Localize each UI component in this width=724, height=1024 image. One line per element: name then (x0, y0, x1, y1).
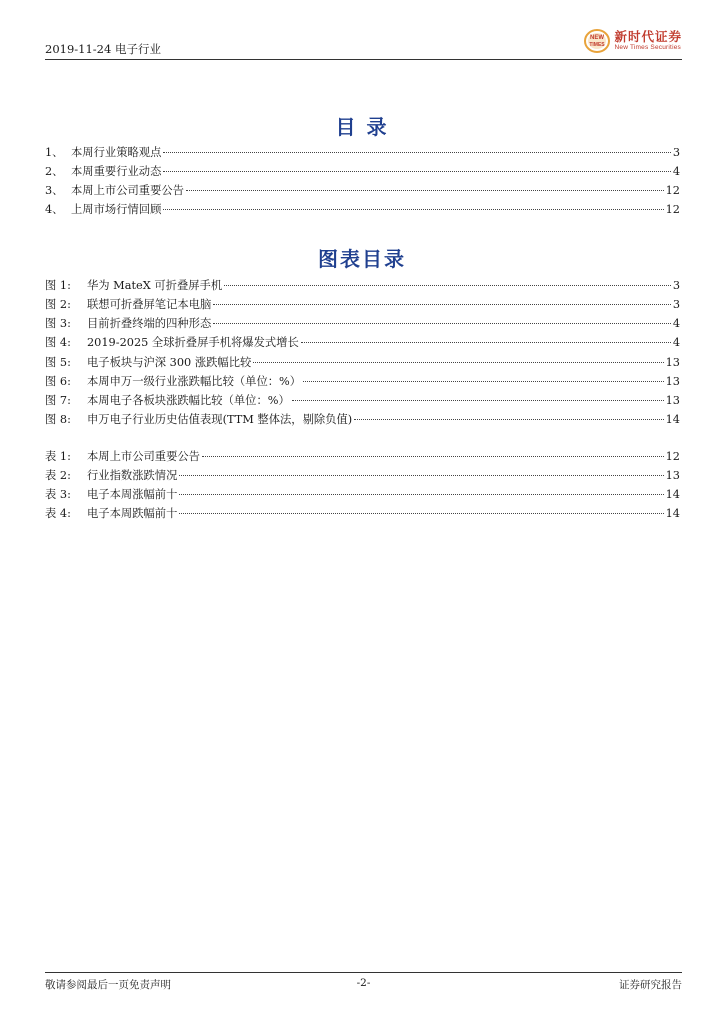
toc-item-page: 12 (665, 203, 680, 216)
figure-title: 联想可折叠屏笔记本电脑 (87, 298, 212, 311)
figure-page: 13 (665, 375, 680, 388)
figure-title: 目前折叠终端的四种形态 (87, 317, 212, 330)
leader-dots (354, 419, 663, 420)
leader-dots (253, 362, 663, 363)
logo-mark-line2: TIMES (589, 42, 606, 48)
toc-item[interactable] (45, 144, 680, 160)
leader-dots (163, 152, 670, 153)
company-logo (583, 28, 682, 54)
toc-item-title: 本周行业策略观点 (71, 146, 162, 159)
figure-number: 图 2: (45, 298, 71, 311)
table-title: 本周上市公司重要公告 (87, 450, 200, 463)
figure-title: 本周电子各板块涨跌幅比较（单位：%） (87, 394, 290, 407)
footer-divider (45, 972, 682, 973)
leader-dots (179, 513, 663, 514)
header-date-sector: 2019-11-24 电子行业 (45, 42, 161, 56)
figures-toc-title: 图表目录 (318, 247, 406, 271)
page-number: -2- (356, 977, 371, 989)
leader-dots (213, 323, 671, 324)
footer-report-type: 证券研究报告 (619, 979, 682, 991)
figure-item[interactable] (45, 334, 680, 350)
figure-item[interactable] (45, 373, 680, 389)
figure-item[interactable] (45, 296, 680, 312)
figure-page: 4 (672, 317, 680, 330)
figure-item[interactable] (45, 354, 680, 370)
toc-item-number: 2、 (45, 165, 64, 178)
leader-dots (179, 475, 663, 476)
leader-dots (303, 381, 664, 382)
table-number: 表 4: (45, 507, 71, 520)
figure-page: 3 (672, 279, 680, 292)
toc-item-number: 1、 (45, 146, 64, 159)
figure-item[interactable] (45, 277, 680, 293)
figure-page: 4 (672, 336, 680, 349)
leader-dots (213, 304, 671, 305)
figure-page: 13 (665, 356, 680, 369)
table-page: 13 (665, 469, 680, 482)
table-page: 14 (665, 507, 680, 520)
figure-page: 3 (672, 298, 680, 311)
table-title: 电子本周跌幅前十 (87, 507, 178, 520)
footer-disclaimer: 敬请参阅最后一页免责声明 (45, 979, 171, 991)
figure-page: 13 (665, 394, 680, 407)
toc-item[interactable] (45, 201, 680, 217)
table-page: 14 (665, 488, 680, 501)
table-item[interactable] (45, 486, 680, 502)
logo-english-name: New Times Securities (614, 44, 681, 51)
figure-title: 申万电子行业历史估值表现(TTM 整体法，剔除负值) (87, 413, 353, 426)
figure-item[interactable] (45, 411, 680, 427)
figure-number: 图 7: (45, 394, 71, 407)
leader-dots (301, 342, 671, 343)
toc-item-title: 本周上市公司重要公告 (71, 184, 184, 197)
header-divider (45, 59, 682, 60)
figure-number: 图 8: (45, 413, 71, 426)
page-footer (45, 972, 682, 995)
figure-item[interactable] (45, 392, 680, 408)
figure-number: 图 6: (45, 375, 71, 388)
toc-item-number: 4、 (45, 203, 64, 216)
table-item[interactable] (45, 467, 680, 483)
figure-number: 图 4: (45, 336, 71, 349)
leader-dots (224, 285, 671, 286)
toc-item[interactable] (45, 163, 680, 179)
logo-chinese-name: 新时代证券 (614, 28, 682, 44)
toc-item[interactable] (45, 182, 680, 198)
figure-title: 电子板块与沪深 300 涨跌幅比较 (87, 356, 252, 369)
toc-item-page: 3 (672, 146, 680, 159)
page-header (45, 28, 682, 60)
table-number: 表 2: (45, 469, 71, 482)
toc-item-number: 3、 (45, 184, 64, 197)
table-number: 表 3: (45, 488, 71, 501)
figure-number: 图 3: (45, 317, 71, 330)
figure-number: 图 1: (45, 279, 71, 292)
table-number: 表 1: (45, 450, 71, 463)
leader-dots (186, 190, 664, 191)
toc-item-title: 本周重要行业动态 (71, 165, 162, 178)
table-page: 12 (665, 450, 680, 463)
leader-dots (202, 456, 664, 457)
toc-item-title: 上周市场行情回顾 (71, 203, 162, 216)
figure-title: 本周申万一级行业涨跌幅比较（单位：%） (87, 375, 302, 388)
leader-dots (163, 209, 663, 210)
figure-title: 华为 MateX 可折叠屏手机 (87, 279, 223, 292)
figure-item[interactable] (45, 315, 680, 331)
leader-dots (292, 400, 664, 401)
toc-item-page: 4 (672, 165, 680, 178)
leader-dots (179, 494, 663, 495)
logo-mark-line1: NEW (590, 35, 605, 41)
toc-item-page: 12 (665, 184, 680, 197)
figure-page: 14 (665, 413, 680, 426)
figure-number: 图 5: (45, 356, 71, 369)
logo-emblem-icon (583, 28, 611, 54)
table-title: 行业指数涨跌情况 (87, 469, 178, 482)
table-title: 电子本周涨幅前十 (87, 488, 178, 501)
leader-dots (163, 171, 670, 172)
figure-title: 2019-2025 全球折叠屏手机将爆发式增长 (87, 336, 299, 349)
table-item[interactable] (45, 505, 680, 521)
table-item[interactable] (45, 448, 680, 464)
toc-title: 目 录 (335, 115, 389, 139)
